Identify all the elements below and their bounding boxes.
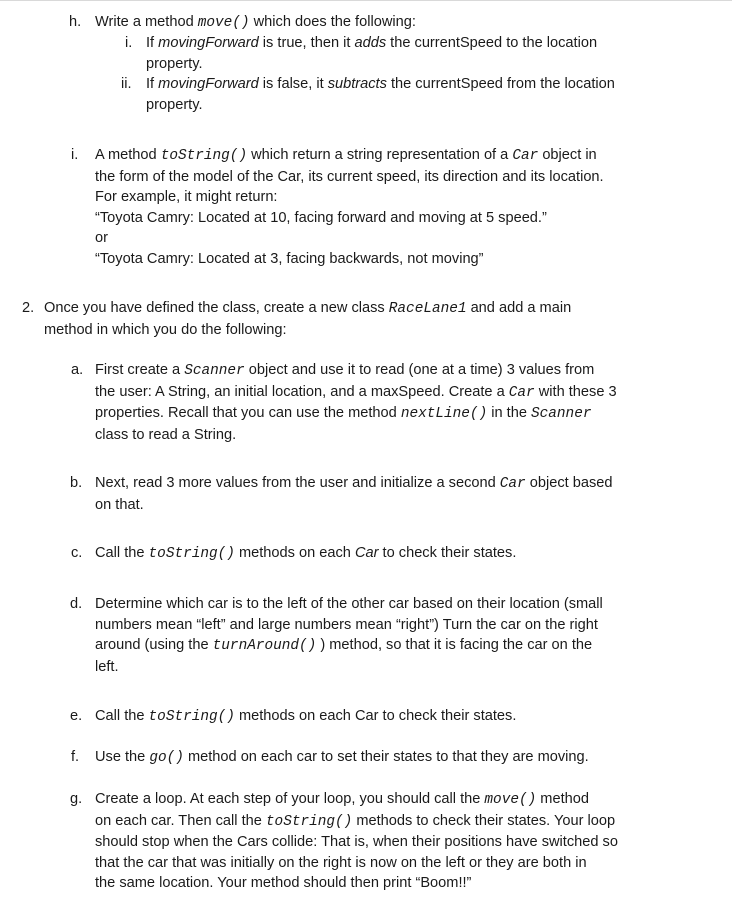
text: Once you have defined the class, create a new class — [44, 300, 389, 316]
text: to check their states. — [378, 545, 517, 561]
list-marker-h-ii: ii. — [121, 76, 132, 92]
example-1: “Toyota Camry: Located at 10, facing forward and moving at 5 speed.” — [95, 209, 547, 226]
code-move: move() — [197, 15, 250, 31]
text: which return a string representation of a — [247, 147, 513, 163]
text: the same location. Your method should then print “Boom!!” — [95, 875, 472, 892]
text: numbers mean “left” and large numbers mean “right”) Turn the car on the right — [95, 616, 598, 633]
text: Next, read 3 more values from the user and initialize a second — [95, 475, 500, 491]
text: that the car that was initially on the right is now on the left or they are both in — [95, 854, 587, 871]
text: is false, it — [258, 76, 328, 92]
emphasis-adds: adds — [354, 35, 387, 51]
text: left. — [95, 658, 119, 675]
page-top-rule — [0, 0, 732, 1]
item-b-text — [95, 473, 613, 515]
text: method on each car to set their states to that they are moving. — [183, 749, 589, 765]
text: should stop when the Cars collide: That is, when their positions have switched so — [95, 834, 618, 851]
code-tostring: toString() — [160, 148, 248, 164]
text: the user: A String, an initial location, and a maxSpeed. Create a — [95, 383, 509, 400]
item-e-text — [95, 706, 516, 728]
code-move: move() — [484, 792, 537, 808]
code-scanner: Scanner — [184, 363, 245, 379]
text: A method — [95, 147, 161, 163]
code-scanner: Scanner — [531, 406, 592, 423]
text: around (using the — [95, 637, 213, 654]
code-go: go() — [149, 750, 184, 766]
item-d-text — [95, 594, 603, 677]
code-nextline: nextLine() — [400, 406, 488, 423]
code-car: Car — [508, 384, 535, 401]
text: object and use it to read (one at a time) 3 values from — [244, 362, 595, 378]
text: ) method, so that it is facing the car on the — [316, 637, 593, 654]
text: with these 3 — [534, 383, 617, 400]
code-car: Car — [512, 148, 539, 164]
text: on that. — [95, 496, 144, 513]
item-i-text — [95, 145, 604, 270]
list-marker-e: e. — [70, 708, 83, 724]
text: object in — [538, 147, 597, 163]
text: object based — [525, 475, 613, 491]
italic-car: Car — [354, 545, 379, 561]
list-marker-f: f. — [71, 749, 80, 765]
list-marker-h: h. — [69, 14, 82, 30]
code-tostring: toString() — [148, 709, 235, 725]
text: For example, it might return: — [95, 189, 278, 206]
list-marker-d: d. — [70, 596, 83, 612]
text: Create a loop. At each step of your loop, you should call the — [95, 791, 485, 807]
text: method in which you do the following: — [44, 321, 287, 338]
text: methods to check their states. Your loop — [352, 812, 616, 829]
item-f-text — [95, 747, 589, 769]
text: Use the — [95, 749, 150, 765]
italic-movingforward: movingForward — [158, 76, 259, 92]
text: property. — [146, 55, 203, 72]
item-g-text — [95, 789, 618, 894]
text: properties. Recall that you can use the method — [95, 405, 401, 422]
text: which does the following: — [249, 14, 416, 30]
text: property. — [146, 96, 203, 113]
code-tostring: toString() — [265, 813, 353, 830]
text: or — [95, 230, 108, 247]
emphasis-subtracts: subtracts — [327, 76, 387, 92]
list-marker-h-i: i. — [125, 35, 133, 51]
item-a-text — [95, 360, 617, 445]
text: Call the — [95, 708, 149, 724]
text: on each car. Then call the — [95, 812, 266, 829]
item-2-text — [44, 298, 571, 340]
code-car: Car — [499, 476, 526, 492]
code-tostring: toString() — [148, 546, 235, 562]
list-marker-c: c. — [71, 545, 83, 561]
code-racelane1: RaceLane1 — [388, 301, 467, 317]
text: If — [146, 76, 159, 92]
text: First create a — [95, 362, 185, 378]
text: the currentSpeed to the location — [386, 35, 598, 51]
italic-movingforward: movingForward — [158, 35, 259, 51]
text: methods on each — [234, 545, 355, 561]
item-h-ii-text — [146, 74, 615, 115]
example-2: “Toyota Camry: Located at 3, facing backwards, not moving” — [95, 250, 484, 267]
list-marker-i: i. — [71, 147, 79, 163]
text: Call the — [95, 545, 149, 561]
list-marker-2: 2. — [22, 300, 35, 316]
text: Write a method — [95, 14, 198, 30]
list-marker-b: b. — [70, 475, 83, 491]
code-turnaround: turnAround() — [212, 638, 317, 655]
list-marker-g: g. — [70, 791, 83, 807]
text: the currentSpeed from the location — [386, 76, 615, 92]
text: class to read a String. — [95, 426, 237, 443]
item-c-text — [95, 543, 516, 565]
text: Determine which car is to the left of the other car based on their location (small — [95, 596, 603, 612]
text: methods on each Car to check their states. — [234, 708, 517, 724]
item-h-i-text — [146, 33, 597, 74]
text: is true, then it — [258, 35, 355, 51]
text: in the — [487, 405, 532, 422]
text: the form of the model of the Car, its current speed, its direction and its location. — [95, 168, 604, 185]
text: method — [536, 791, 589, 807]
text: If — [146, 35, 159, 51]
text: and add a main — [466, 300, 572, 316]
list-marker-a: a. — [71, 362, 84, 378]
item-h-text — [95, 12, 416, 34]
